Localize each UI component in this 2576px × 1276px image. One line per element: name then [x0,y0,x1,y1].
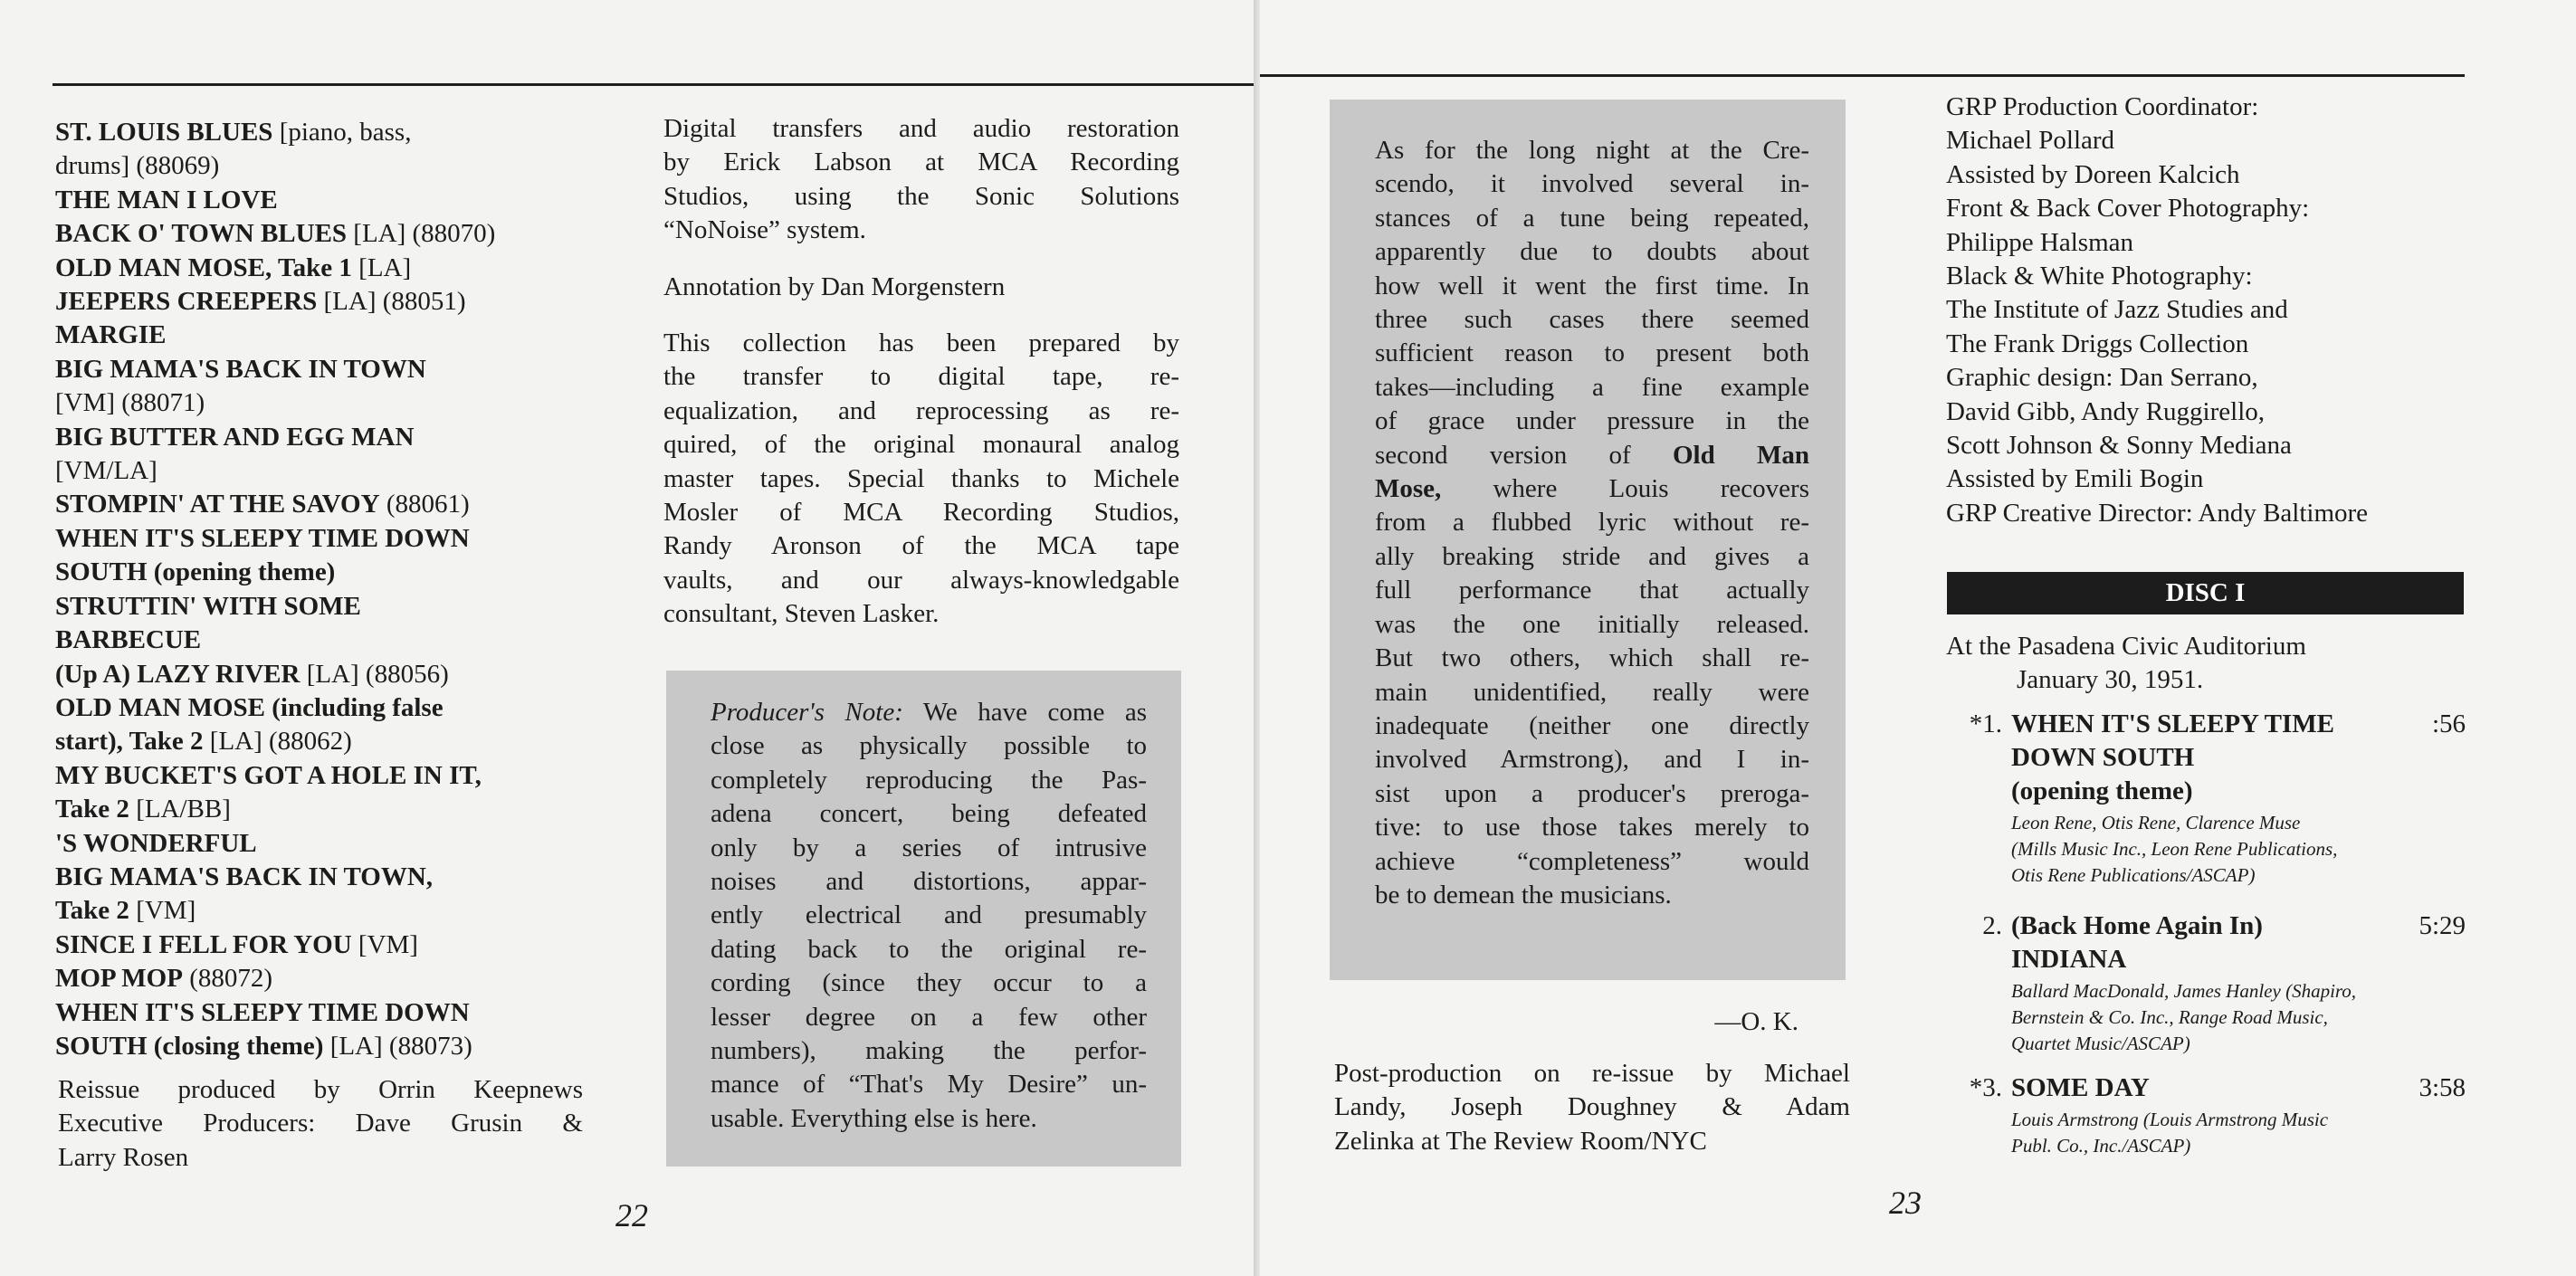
annotation-credit: Annotation by Dan Morgenstern [663,272,1006,301]
note-text: how well it went the first time. In [1375,271,1809,300]
page-number-right: 23 [1889,1185,1922,1221]
track-details: (88072) [182,964,273,994]
producers-note-text: dating back to the original re- [711,934,1147,964]
track-title-line: (Back Home Again In) [2011,911,2263,940]
track-line [55,285,580,319]
producers-note-text: We have come as [902,698,1147,727]
track-details: [LA] (88073) [323,1031,472,1061]
track-line [55,488,580,521]
track-line [55,421,580,454]
track-title: OLD MAN MOSE, Take 1 [55,252,352,282]
track-duration: :56 [2431,709,2466,738]
track-line [55,894,580,928]
producers-note-label: Producer's Note: [711,698,903,727]
track-line [55,928,580,962]
left-page [0,0,1254,1276]
track-credit-line: Quartet Music/ASCAP) [2011,1033,2190,1054]
note-text: But two others, which shall re- [1375,643,1809,673]
track-credit-line: Leon Rene, Otis Rene, Clarence Muse [2011,812,2301,833]
text-line [1375,167,1809,201]
track-credit [2011,810,2337,889]
track-number: *1. [1969,709,2002,738]
text-line: Studios, using the Sonic Solutions [663,181,1179,211]
text-line [1375,811,1809,844]
track-title: (Up A) LAZY RIVER [55,659,301,689]
track-details: [LA/BB] [129,795,231,824]
credit-line: GRP Creative Director: Andy Baltimore [1946,498,2369,528]
disc-track [1959,1071,2466,1252]
track-credit [2011,978,2356,1057]
credit-line: Scott Johnson & Sonny Mediana [1946,431,2292,461]
credit-line: Assisted by Doreen Kalcich [1946,159,2240,189]
text-line [711,933,1147,967]
disc-track [1959,708,2466,889]
track-number: *3. [1969,1073,2002,1102]
producers-note-text: ently electrical and presumably [711,900,1147,930]
text-line: Digital transfers and audio restoration [663,114,1179,143]
note-text: be to demean the musicians. [1375,880,1672,909]
text-line: Executive Producers: Dave Grusin & [58,1109,583,1138]
text-line [1375,303,1809,337]
credit-line: Front & Back Cover Photography: [1946,194,2310,224]
text-line [711,1068,1147,1101]
track-title: BARBECUE [55,625,202,655]
track-title: SINCE I FELL FOR YOU [55,929,352,959]
track-title [2011,909,2263,976]
text-line [1375,506,1809,539]
note-text: was the one initially released. [1375,609,1809,639]
note-text: sufficient reason to present both [1375,338,1809,368]
text-line: consultant, Steven Lasker. [663,599,940,629]
credit-line: The Frank Driggs Collection [1946,329,2249,358]
track-credit-line: Otis Rene Publications/ASCAP) [2011,864,2256,886]
track-line [55,217,580,251]
text-line [711,729,1147,763]
credit-line: Black & White Photography: [1946,262,2253,291]
producers-note-text: noises and distortions, appar- [711,867,1147,897]
text-line [1375,540,1809,574]
disc-heading: DISC I [1947,572,2464,614]
text-line [1375,405,1809,438]
text-line [1375,845,1809,879]
note-text: scendo, it involved several in- [1375,169,1809,199]
track-title: OLD MAN MOSE (including false [55,692,444,722]
track-line [55,319,580,352]
track-line [55,556,580,589]
text-line [1375,676,1809,709]
track-duration: 5:29 [2419,911,2466,940]
track-title [2011,708,2334,808]
credit-line: Philippe Halsman [1946,227,2134,257]
track-line [55,725,580,758]
track-line [55,691,580,725]
note-text: apparently due to doubts about [1375,237,1809,267]
text-line [1375,743,1809,776]
text-line [711,1034,1147,1068]
track-title: MY BUCKET'S GOT A HOLE IN IT, [55,760,482,790]
note-emphasis: Mose, [1375,474,1442,504]
producers-note-box [666,671,1181,1166]
postproduction-credit [1334,1057,1850,1158]
track-line [55,386,580,420]
note-text: where Louis recovers [1441,474,1809,504]
page-number-left: 22 [615,1197,648,1233]
track-title: MARGIE [55,320,167,350]
track-title: BIG BUTTER AND EGG MAN [55,422,415,452]
track-title: JEEPERS CREEPERS [55,287,318,317]
track-line [55,116,580,149]
track-title: STRUTTIN' WITH SOME [55,591,361,621]
track-details: (88061) [379,490,470,519]
text-line [1375,337,1809,370]
track-number: 2. [1982,911,2002,940]
track-details: [VM] [351,929,418,959]
track-title: SOUTH (opening theme) [55,557,336,587]
text-line [711,967,1147,1000]
text-line [1375,270,1809,303]
track-line [55,962,580,995]
text-line: Mosler of MCA Recording Studios, [663,498,1179,528]
note-text: from a flubbed lyric without re- [1375,508,1809,538]
credit-line: Assisted by Emili Bogin [1946,464,2204,494]
track-title: Take 2 [55,795,129,824]
text-line [1375,879,1809,912]
track-line [55,793,580,826]
track-title-line: SOME DAY [2011,1073,2150,1102]
note-emphasis: Old Man [1672,440,1809,470]
text-line: Randy Aronson of the MCA tape [663,531,1179,561]
text-line: the transfer to digital tape, re- [663,362,1179,392]
track-line [55,827,580,861]
disc-track [1959,909,2466,1090]
track-title: STOMPIN' AT THE SAVOY [55,490,380,519]
track-title: WHEN IT'S SLEEPY TIME DOWN [55,997,470,1027]
track-line [55,149,580,183]
text-line [1375,574,1809,607]
signature: —O. K. [1714,1007,1798,1036]
credit-line: GRP Production Coordinator: [1946,92,2259,121]
producers-note-text: only by a series of intrusive [711,833,1147,862]
producers-note-text: mance of “That's My Desire” un- [711,1070,1147,1100]
track-credit [2011,1107,2328,1159]
text-line [1375,608,1809,642]
track-details: [LA] (88051) [317,287,466,317]
note-text: full performance that actually [1375,576,1809,605]
producers-note-text: adena concert, being defeated [711,799,1147,829]
track-duration: 3:58 [2419,1073,2466,1102]
crescendo-note [1375,134,1809,912]
text-line [1375,472,1809,506]
note-text: stances of a tune being repeated, [1375,203,1809,233]
producers-note-text: numbers), making the perfor- [711,1036,1147,1066]
text-line [711,764,1147,797]
note-text: inadequate (neither one directly [1375,710,1809,740]
text-line: equalization, and reprocessing as re- [663,395,1179,425]
text-line [711,1102,1147,1136]
text-line: Landy, Joseph Doughney & Adam [1334,1092,1850,1122]
note-text: second version of [1375,440,1673,470]
right-page [1260,0,2576,1276]
text-line: Larry Rosen [58,1142,189,1172]
text-line: master tapes. Special thanks to Michele [663,463,1179,493]
track-credit-line: Louis Armstrong (Louis Armstrong Music [2011,1109,2329,1130]
note-text: achieve “completeness” would [1375,846,1809,876]
track-details: [piano, bass, [272,118,412,147]
track-details: [LA] [351,252,412,282]
track-title-line: INDIANA [2011,945,2127,974]
text-line [1375,777,1809,811]
producers-note-text: lesser degree on a few other [711,1002,1147,1032]
book-gutter [1254,0,1260,1276]
track-title: MOP MOP [55,964,183,994]
text-line: This collection has been prepared by [663,329,1179,357]
track-line [55,353,580,386]
track-title: Take 2 [55,896,129,926]
track-details: [LA] (88056) [300,659,449,689]
track-line [55,759,580,793]
track-line [55,996,580,1030]
text-line: Reissue produced by Orrin Keepnews [58,1075,583,1104]
track-title: SOUTH (closing theme) [55,1031,324,1061]
track-title: start), Take 2 [55,727,204,757]
text-line: vaults, and our always-knowledgable [663,565,1179,595]
production-credits [1946,90,2471,530]
track-title: THE MAN I LOVE [55,185,278,214]
text-line [711,1001,1147,1034]
track-title: 'S WONDERFUL [55,828,257,858]
producers-note-text: close as physically possible to [711,731,1147,761]
reissue-credit [58,1073,583,1175]
producers-note-text: completely reproducing the Pas- [711,765,1147,795]
text-line [1375,709,1809,743]
track-list [55,116,580,1063]
top-rule-right [1260,74,2465,77]
credit-line: Michael Pollard [1946,126,2115,156]
track-line [55,861,580,894]
note-text: ally breaking stride and gives a [1375,541,1809,571]
track-line [55,184,580,217]
track-details: [LA] (88062) [203,727,352,757]
track-line [55,252,580,285]
collection-paragraph [663,327,1179,632]
text-line [711,899,1147,932]
text-line [1375,439,1809,472]
track-details: [VM/LA] [55,456,157,486]
track-line [55,454,580,488]
credit-line: Graphic design: Dan Serrano, [1946,363,2258,393]
track-details: [VM] [129,896,196,926]
credit-line: The Institute of Jazz Studies and [1946,295,2288,325]
track-details: drums] (88069) [55,151,220,181]
track-title-line: WHEN IT'S SLEEPY TIME [2011,709,2334,738]
track-details: [VM] (88071) [55,388,205,418]
track-title: WHEN IT'S SLEEPY TIME DOWN [55,523,470,553]
text-line [1375,202,1809,235]
text-line [1375,134,1809,167]
venue: At the Pasadena Civic Auditorium [1946,632,2306,661]
track-title: BIG MAMA'S BACK IN TOWN [55,354,426,384]
track-credit-line: (Mills Music Inc., Leon Rene Publications, [2011,838,2338,860]
text-line: Zelinka at The Review Room/NYC [1334,1126,1707,1156]
note-text: tive: to use those takes merely to [1375,813,1809,843]
credit-line: David Gibb, Andy Ruggirello, [1946,396,2266,426]
text-line [711,832,1147,865]
text-line: Post-production on re-issue by Michael [1334,1059,1850,1088]
track-title [2011,1071,2150,1105]
track-title-line: DOWN SOUTH [2011,743,2195,772]
concert-date: January 30, 1951. [2017,665,2204,694]
note-text: main unidentified, really were [1375,677,1809,707]
note-text: takes—including a fine example [1375,372,1809,402]
track-credit-line: Bernstein & Co. Inc., Range Road Music, [2011,1006,2328,1028]
text-line [711,696,1147,729]
track-line [55,658,580,691]
note-text: As for the long night at the Cre- [1375,136,1809,165]
track-line [55,590,580,624]
producers-note-text: cording (since they occur to a [711,968,1147,998]
track-title: BIG MAMA'S BACK IN TOWN, [55,862,434,891]
producers-note [711,696,1147,1136]
track-credit-line: Ballard MacDonald, James Hanley (Shapiro, [2011,980,2357,1002]
crescendo-note-box [1330,100,1846,1036]
top-rule-left [52,83,1254,86]
track-line [55,624,580,657]
track-details: [LA] (88070) [347,219,496,249]
note-text: involved Armstrong), and I in- [1375,745,1809,775]
transfers-paragraph [663,112,1179,248]
track-title: BACK O' TOWN BLUES [55,219,348,249]
track-line [55,522,580,556]
track-credit-line: Publ. Co., Inc./ASCAP) [2011,1135,2191,1157]
track-title-line: (opening theme) [2011,776,2193,805]
track-title: ST. LOUIS BLUES [55,118,273,147]
text-line [1375,371,1809,405]
text-line [711,865,1147,899]
text-line: by Erick Labson at MCA Recording [663,148,1179,177]
producers-note-text: usable. Everything else is here. [711,1103,1037,1133]
track-line [55,1030,580,1063]
note-text: sist upon a producer's preroga- [1375,778,1809,808]
text-line: quired, of the original monaural analog [663,430,1179,460]
note-text: of grace under pressure in the [1375,406,1809,436]
text-line [1375,642,1809,675]
text-line [1375,235,1809,269]
text-line: “NoNoise” system. [663,215,866,245]
text-line [711,797,1147,831]
note-text: three such cases there seemed [1375,305,1809,335]
